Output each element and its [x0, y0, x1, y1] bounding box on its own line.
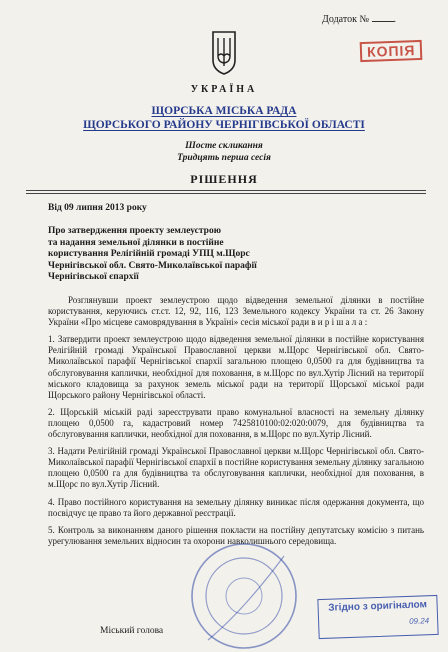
decision-body [48, 295, 424, 553]
stamp-date: 09.24 [408, 616, 430, 626]
divider-line [26, 190, 426, 191]
annex-label: Додаток № [322, 14, 369, 25]
council-district: ЩОРСЬКОГО РАЙОНУ ЧЕРНІГІВСЬКОЇ ОБЛАСТІ [83, 119, 365, 131]
original-conformity-stamp [317, 595, 438, 639]
decision-date: Від 09 липня 2013 року [48, 203, 147, 213]
subject-line: користування Релігійній громаді УПЦ м.Щорс [48, 249, 250, 259]
convocation [0, 140, 448, 164]
coat-of-arms-icon [210, 30, 238, 76]
copy-stamp: КОПІЯ [359, 40, 422, 62]
document-type: РІШЕННЯ [190, 172, 258, 186]
annex-blank [372, 12, 394, 22]
council-name: ЩОРСЬКА МІСЬКА РАДА [151, 105, 297, 117]
decision-item: 4. Право постійного користування на земельну ділянку виникає після одержання документа, що посвідчує це право та його державної реєстрації. [48, 496, 424, 518]
annex-number: Додаток № . [322, 14, 396, 25]
subject-line: Чернігівської обл. Свято-Миколаївської парафії [48, 260, 257, 271]
decision-item: 5. Контроль за виконанням даного рішення покласти на постійну депутатську комісію з питань урегулювання земельних відносин та охорони навколишнього середовища. [48, 524, 424, 546]
council-header [0, 104, 448, 132]
subject-line: та надання земельної ділянки в постійне [48, 237, 224, 248]
session-number: Тридцять перша сесія [177, 153, 271, 163]
convocation-number: Шосте скликання [185, 141, 263, 151]
decision-item: 3. Надати Релігійній громаді Української Православної церкви м.Щорс Чернігівської обл. Свято-Миколаївської парафії Чернігівської єпархії в постійне користування земельну ділянку загальною площею 0,0500 га для будівництва та обслуговування каплички, необхідної для поховання, в м.Щорс по вул.Хутір Лісний. [48, 446, 424, 490]
divider-line [26, 193, 426, 194]
stamp-text: Згідно з оригіналом [328, 599, 428, 614]
country-name: УКРАЇНА [190, 84, 258, 95]
decision-item: 2. Щорській міській раді зареєструвати право комунальної власності на земельну ділянку площею 0,0500 га, кадастровий номер 7425810100:02:020:0079, для будівництва та обслуговування каплички, необхідної для поховання, в м.Щорс по вул.Хутір Лісний. [48, 406, 424, 440]
round-seal-icon [188, 540, 300, 652]
decision-item: 1. Затвердити проект землеустрою щодо відведення земельної ділянки в постійне користування Релігійній громаді Української Православної церкви м.Щорс Чернігівської обл. Свято-Миколаївської парафії Чернігівської єпархії загальною площею 0,0500 га для будівництва та обслуговування каплички, необхідної для поховання, в м.Щорс по вул.Хутір Лісний на території міського кладовища за рахунок земель міської ради на території Щорської міської ради Щорського району Чернігівської області. [48, 334, 424, 400]
signature-title: Міський голова [100, 626, 164, 636]
subject-line: Чернігівської єпархії [48, 272, 139, 282]
decision-subject [48, 226, 257, 284]
subject-line: Про затвердження проекту землеустрою [48, 226, 221, 236]
preamble: Розглянувши проект землеустрою щодо відведення земельної ділянки в постійне користування, керуючись ст.ст. 12, 92, 116, 123 Земельного кодексу України та ст. 26 Закону України «Про місцеве самоврядування в Україні» сесія міської ради в и р і ш а л а : [48, 295, 424, 328]
